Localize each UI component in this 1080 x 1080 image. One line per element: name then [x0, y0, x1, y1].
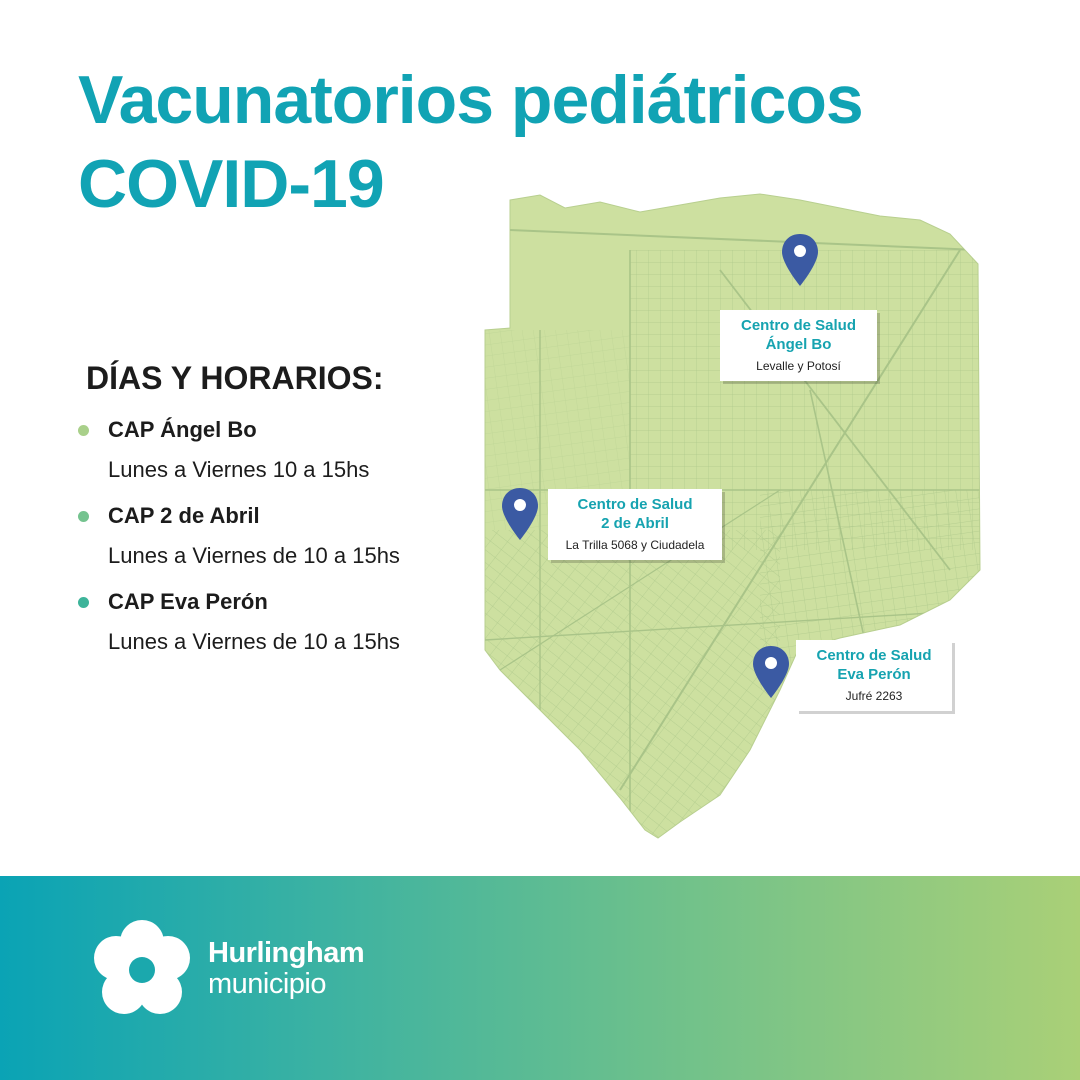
- title-line-1: Vacunatorios pediátricos: [78, 62, 863, 138]
- callout-title: Centro de Salud: [816, 647, 932, 664]
- callout-title: Ángel Bo: [765, 336, 832, 353]
- callout-address: La Trilla 5068 y Ciudadela: [565, 538, 705, 552]
- flower-logo-icon: [92, 920, 192, 1020]
- bullet-dot-icon: [78, 425, 89, 436]
- schedule-heading: DÍAS Y HORARIOS:: [86, 360, 384, 396]
- schedule-item-eva-peron: [78, 583, 478, 663]
- callout-eva-peron: [796, 640, 952, 711]
- brand-name: Hurlingham: [208, 937, 365, 969]
- callout-title: 2 de Abril: [601, 515, 669, 532]
- callout-address: Levalle y Potosí: [756, 359, 841, 373]
- schedule-item-2-de-abril: [78, 497, 478, 577]
- schedule-item-name: CAP 2 de Abril: [108, 503, 260, 528]
- schedule-section: [78, 360, 478, 669]
- schedule-item-angel-bo: [78, 411, 478, 491]
- schedule-item-hours: Lunes a Viernes de 10 a 15hs: [108, 629, 400, 654]
- bullet-dot-icon: [78, 511, 89, 522]
- brand-subtitle: municipio: [208, 968, 326, 1000]
- title-line-2: COVID-19: [78, 146, 384, 222]
- schedule-item-name: CAP Eva Perón: [108, 589, 268, 614]
- callout-title: Centro de Salud: [740, 317, 856, 334]
- schedule-item-name: CAP Ángel Bo: [108, 417, 257, 442]
- callout-2-de-abril: [548, 489, 722, 560]
- bullet-dot-icon: [78, 597, 89, 608]
- schedule-item-hours: Lunes a Viernes de 10 a 15hs: [108, 543, 400, 568]
- callout-title: Centro de Salud: [577, 496, 693, 513]
- brand-logo-text: [208, 937, 364, 999]
- schedule-item-hours: Lunes a Viernes 10 a 15hs: [108, 457, 370, 482]
- callout-address: Jufré 2263: [845, 689, 903, 703]
- callout-title: Eva Perón: [837, 666, 911, 683]
- callout-angel-bo: [720, 310, 877, 381]
